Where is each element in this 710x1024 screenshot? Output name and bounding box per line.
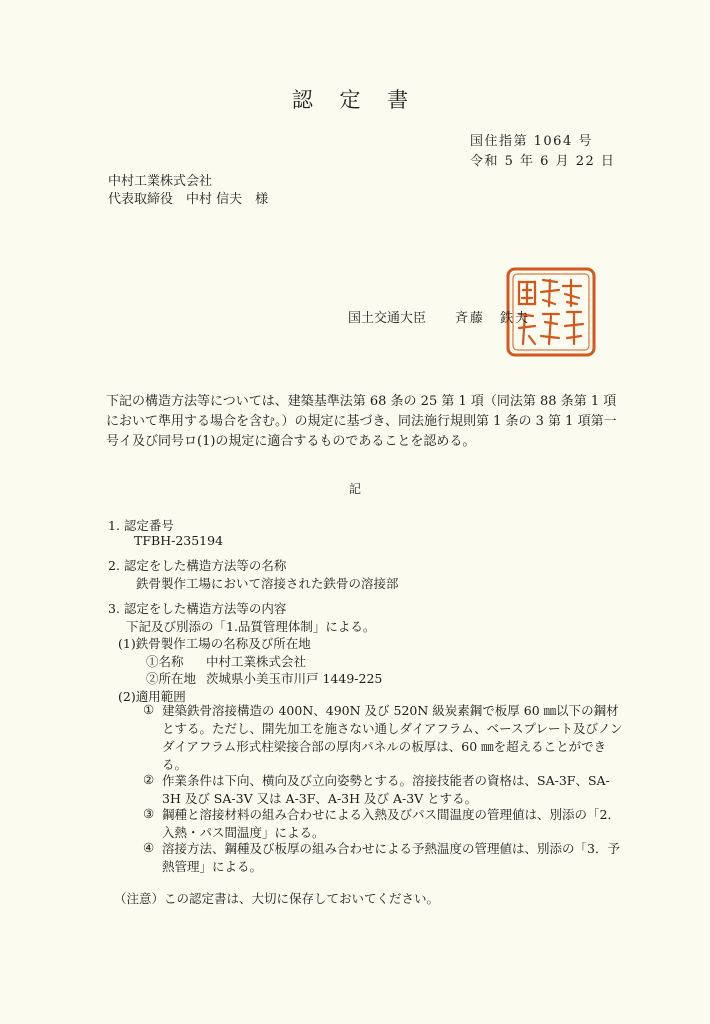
certificate-title: 認 定 書 xyxy=(291,88,419,112)
condition-3-marker: ③ xyxy=(143,806,155,821)
condition-4-marker: ④ xyxy=(143,840,155,855)
section-1-heading: 1. 認定番号 xyxy=(108,518,174,533)
reference-date: 令和 5 年 6 月 22 日 xyxy=(470,154,616,169)
issuer-name: 斉藤 鉄夫 xyxy=(455,311,531,326)
condition-4-text: 溶接方法、鋼種及び板厚の組み合わせによる予熱温度の管理値は、別添の「3．予熱管理」による。 xyxy=(162,841,620,874)
condition-1-text: 建築鉄骨溶接構造の 400N、490N 及び 520N 級炭素鋼で板厚 60 ㎜以下の鋼材とする。ただし、開先加工を施さない通しダイアフラム、ベースプレート及びノンダイアフラム形式柱梁接合部の厚肉パネルの板厚は、60 ㎜を超えることができる。 xyxy=(162,703,623,772)
condition-2-marker: ② xyxy=(143,772,155,787)
section-2-heading: 2. 認定をした構造方法等の名称 xyxy=(108,558,287,573)
condition-3-text: 鋼種と溶接材料の組み合わせによる入熱及びパス間温度の管理値は、別添の「2．入熱・パス間温度」による。 xyxy=(162,807,620,840)
section-3-heading: 3. 認定をした構造方法等の内容 xyxy=(108,601,287,616)
ki-marker: 記 xyxy=(348,482,361,496)
subsection-1-heading: (1)鉄骨製作工場の名称及び所在地 xyxy=(118,636,311,651)
section-2-value: 鉄骨製作工場において溶接された鉄骨の溶接部 xyxy=(136,576,399,591)
factory-address-label: ②所在地 xyxy=(146,671,197,686)
condition-2-text: 作業条件は下向、横向及び立向姿勢とする。溶接技能者の資格は、SA-3F、SA-3H 及び SA-3V 又は A-3F、A-3H 及び A-3V とする。 xyxy=(162,773,610,806)
reference-number: 国住指第 1064 号 xyxy=(470,134,593,149)
issuer-title: 国土交通大臣 xyxy=(348,311,427,326)
section-3-intro: 下記及び別添の「1.品質管理体制」による。 xyxy=(126,619,376,634)
factory-address-value: 茨城県小美玉市川戸 1449-225 xyxy=(206,671,383,686)
recipient-representative: 代表取締役 中村 信夫 様 xyxy=(108,192,269,207)
section-1-value: TFBH-235194 xyxy=(134,533,224,548)
intro-paragraph: 下記の構造方法等については、建築基準法第 68 条の 25 第 1 項（同法第 88 条第 1 項において準用する場合を含む。）の規定に基づき、同法施行規則第 1 条の 3 第 1 項第一号イ及び同号ロ(1)の規定に適合するものであることを認める。 xyxy=(106,394,617,449)
recipient-company: 中村工業株式会社 xyxy=(108,174,213,189)
subsection-2-heading: (2)適用範囲 xyxy=(118,689,186,704)
condition-1-marker: ① xyxy=(143,702,155,717)
factory-name-label: ①名称 xyxy=(146,654,184,669)
storage-note: （注意）この認定書は、大切に保存しておいてください。 xyxy=(114,891,440,906)
factory-name-value: 中村工業株式会社 xyxy=(206,654,307,669)
